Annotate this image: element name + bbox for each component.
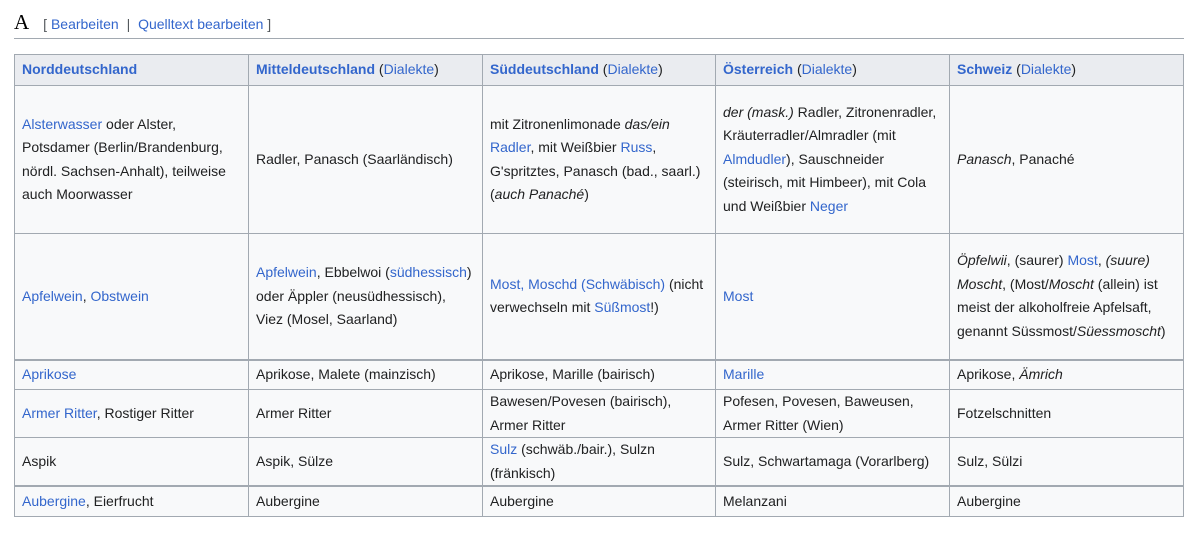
section-letter: A (14, 10, 30, 34)
table-row (15, 390, 1184, 438)
cell-link[interactable]: Apfelwein (22, 287, 83, 304)
cell-link[interactable]: Most (1067, 252, 1098, 269)
cell-text: , (Most/ (1002, 275, 1049, 292)
table-cell (15, 486, 249, 516)
cell-text: !) (650, 299, 659, 316)
cell-link[interactable]: Alsterwasser (22, 115, 103, 132)
table-cell (249, 390, 483, 438)
cell-text: , (82, 287, 91, 304)
cell-text: , G'spritztes, Panasch (bad., saarl.) ( (490, 139, 701, 202)
header-sueddeutschland: Süddeutschland (Dialekte) (483, 55, 716, 86)
cell-text: ), Sauschneider (steirisch, mit Himbeer), mit Cola und Weißbier (723, 150, 927, 214)
table-cell (483, 234, 716, 360)
cell-text: , mit Weißbier (530, 139, 621, 155)
table-row (15, 438, 1184, 487)
cell-link[interactable]: Apfelwein (256, 264, 317, 280)
table-cell (15, 360, 249, 390)
cell-text: , (1097, 252, 1106, 269)
cell-link[interactable]: Aubergine (22, 492, 86, 509)
cell-text: Armer Ritter (256, 404, 332, 421)
cell-link[interactable]: Sulz (490, 441, 518, 457)
edit-link[interactable]: Bearbeiten (50, 16, 119, 32)
edit-bracket-open: [ (43, 16, 48, 32)
cell-text: Aspik (22, 452, 57, 469)
table-cell (15, 86, 249, 234)
cell-link[interactable]: Neger (809, 197, 849, 214)
cell-link[interactable]: südhessisch (389, 264, 467, 280)
header-norddeutschland (15, 55, 249, 86)
cell-text: ) oder Äppler (neusüdhessisch), Viez (Mosel, Saarland) (256, 264, 472, 327)
table-row (15, 360, 1184, 390)
table-row (15, 486, 1184, 516)
table-cell (716, 438, 950, 487)
dialekte-link[interactable]: Dialekte (801, 61, 853, 78)
header-oesterreich: Österreich (Dialekte) (716, 55, 950, 86)
edit-bracket-close: ] (267, 16, 272, 32)
table-cell (716, 390, 950, 438)
cell-text: Aprikose, Malete (mainzisch) (256, 366, 436, 382)
dialekte-link[interactable]: Dialekte (1020, 61, 1072, 78)
cell-italic-text: auch Panaché (494, 186, 585, 202)
cell-text: Aprikose, (957, 366, 1020, 382)
cell-text: mit Zitronenlimonade (490, 115, 625, 132)
table-cell (483, 390, 716, 438)
cell-italic-text: das/ein (624, 115, 670, 132)
cell-text: Aubergine (256, 492, 320, 509)
table-cell (716, 486, 950, 516)
table-cell (950, 234, 1184, 360)
table-cell (249, 360, 483, 390)
cell-text: Aprikose, Marille (bairisch) (490, 366, 655, 382)
table-cell (15, 234, 249, 360)
table-row (15, 86, 1184, 234)
cell-text: Aubergine (490, 492, 554, 509)
cell-italic-text: (suure) Moscht (957, 252, 1150, 292)
cell-text: , Ebbelwoi ( (316, 264, 390, 280)
table-cell (950, 486, 1184, 516)
header-link[interactable]: Norddeutschland (22, 61, 138, 78)
edit-section-links (43, 16, 271, 32)
cell-link[interactable]: Obstwein (90, 287, 149, 304)
table-cell (249, 234, 483, 360)
table-row (15, 234, 1184, 360)
section-heading (14, 10, 1184, 39)
table-cell (249, 486, 483, 516)
table-cell (15, 438, 249, 487)
cell-text: Radler, Zitronenradler, Kräuterradler/Almradler (mit (723, 103, 937, 144)
table-cell (15, 390, 249, 438)
cell-text: oder Alster, Potsdamer (Berlin/Brandenburg, nördl. Sachsen-Anhalt), teilweise auch Moorwasser (22, 115, 226, 202)
header-link[interactable]: Schweiz (957, 61, 1013, 78)
cell-link[interactable]: Aprikose (22, 366, 77, 382)
table-cell (249, 86, 483, 234)
cell-text: (allein) ist meist der alkoholfreie Apfelsaft, genannt Süssmost/ (957, 275, 1158, 339)
cell-text: Aubergine (957, 492, 1021, 509)
table-cell (950, 438, 1184, 487)
table-body (15, 86, 1184, 517)
cell-text: , Rostiger Ritter (96, 404, 194, 421)
cell-text: Melanzani (723, 492, 787, 509)
table-cell (716, 86, 950, 234)
table-cell (483, 360, 716, 390)
cell-text: ) (1160, 322, 1166, 339)
cell-italic-text: Ämrich (1019, 366, 1063, 382)
cell-text: Bawesen/Povesen (bairisch), Armer Ritter (490, 393, 672, 433)
table-cell (716, 360, 950, 390)
cell-link[interactable]: Radler (490, 139, 531, 155)
table-cell (716, 234, 950, 360)
dialekte-link[interactable]: Dialekte (607, 61, 659, 78)
cell-text: (nicht verwechseln mit (490, 275, 704, 316)
table-cell (950, 390, 1184, 438)
dialekte-link[interactable]: Dialekte (383, 61, 435, 78)
cell-italic-text: Panasch (957, 150, 1012, 167)
header-link[interactable]: Österreich (723, 61, 794, 78)
table-cell (950, 86, 1184, 234)
header-link[interactable]: Süddeutschland (490, 61, 599, 78)
cell-text: (schwäb./bair.), Sulzn (fränkisch) (490, 441, 655, 481)
header-mitteldeutschland: Mitteldeutschland (Dialekte) (249, 55, 483, 86)
table-cell (483, 438, 716, 487)
cell-link[interactable]: Russ (620, 139, 653, 155)
cell-text: Pofesen, Povesen, Baweusen, Armer Ritter (Wien) (723, 393, 914, 433)
cell-text: Sulz, Schwartamaga (Vorarlberg) (723, 452, 930, 469)
cell-link[interactable]: Almdudler (723, 150, 787, 167)
cell-italic-text: Öpfelwii (957, 252, 1007, 269)
dialect-table (14, 54, 1184, 517)
cell-text: Radler, Panasch (Saarländisch) (256, 150, 453, 167)
cell-text: ) (584, 186, 589, 202)
edit-source-link[interactable]: Quelltext bearbeiten (138, 16, 264, 32)
cell-text: Aspik, Sülze (256, 452, 334, 469)
edit-separator: | (126, 16, 131, 32)
table-cell (483, 86, 716, 234)
cell-link[interactable]: Armer Ritter (22, 404, 97, 421)
cell-text: Fotzelschnitten (957, 404, 1052, 421)
cell-link[interactable]: Süßmost (594, 299, 651, 316)
table-cell (483, 486, 716, 516)
table-cell (249, 438, 483, 487)
cell-italic-text: Süessmoscht (1076, 322, 1161, 339)
header-schweiz: Schweiz (Dialekte) (950, 55, 1184, 86)
cell-italic-text: Moscht (1048, 275, 1094, 292)
header-link[interactable]: Mitteldeutschland (256, 61, 376, 78)
cell-link[interactable]: Marille (723, 366, 765, 382)
cell-link[interactable]: Most (723, 287, 754, 304)
cell-text: Sulz, Sülzi (957, 452, 1023, 469)
cell-text: , Eierfrucht (85, 492, 154, 509)
table-header-row (15, 55, 1184, 86)
cell-text: , Panaché (1011, 150, 1075, 167)
table-cell (950, 360, 1184, 390)
cell-italic-text: der (mask.) (723, 103, 794, 120)
cell-text: , (saurer) (1006, 252, 1068, 269)
cell-link[interactable]: Most, Moschd (Schwäbisch) (490, 275, 666, 292)
